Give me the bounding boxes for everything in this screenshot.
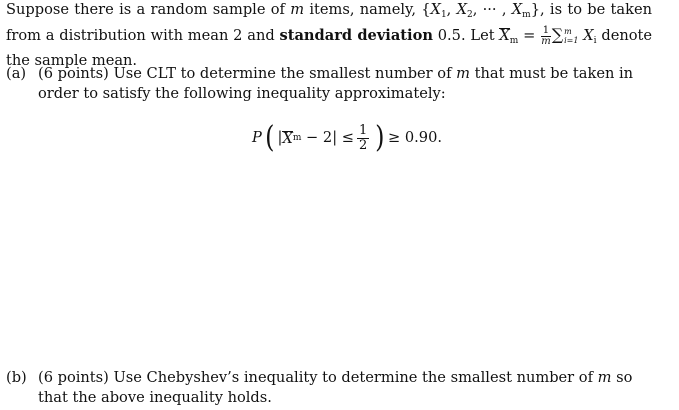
part-a-text-end: that must be taken in order to satisfy the following inequality approximately:	[38, 65, 634, 102]
variable-m: m	[597, 369, 612, 386]
summation-lower-limit: i=1	[564, 36, 579, 45]
fraction-one-half	[357, 124, 369, 153]
part-a	[6, 64, 650, 104]
variable-xi: X	[583, 27, 594, 44]
part-b-text-start: (6 points) Use Chebyshev’s inequality to determine the smallest number of	[38, 369, 593, 386]
variable-xm: X	[511, 1, 523, 18]
part-a-text-start: (6 points) Use CLT to determine the smallest number of	[38, 65, 452, 82]
intro-text-5: denote the sample mean.	[6, 27, 653, 69]
bold-term-standard-deviation: standard deviation	[279, 27, 433, 44]
subscript-m: m	[509, 36, 519, 46]
equals-sign: =	[523, 27, 536, 44]
part-b-label: (b)	[6, 369, 27, 386]
subscript-m: m	[522, 10, 531, 20]
fraction-numerator: 1	[542, 24, 550, 36]
variable-x1: X	[430, 1, 441, 18]
right-paren: )	[375, 120, 385, 155]
probability-symbol: P	[252, 129, 262, 146]
intro-text-3: is to be taken from a distribution with mean 2 and	[6, 1, 652, 44]
fraction-denominator: m	[541, 35, 551, 47]
subscript-m: m	[292, 133, 302, 143]
intro-text-2: items, namely,	[309, 1, 416, 18]
fraction-one-over-m	[541, 26, 550, 47]
comma: ,	[446, 1, 452, 18]
subscript-2: 2	[466, 10, 473, 20]
variable-m: m	[290, 1, 305, 18]
probability-inequality	[252, 118, 442, 158]
set-open-brace: {	[421, 1, 431, 18]
summation-symbol: ∑	[551, 25, 564, 44]
part-b	[6, 368, 650, 408]
summation-upper-limit: m	[564, 27, 572, 36]
fraction-denominator: 2	[359, 137, 368, 153]
abs-open: |	[277, 129, 283, 146]
subscript-i: i	[593, 36, 597, 46]
minus-two-abs-close: − 2|	[306, 129, 338, 146]
subscript-1: 1	[440, 10, 447, 20]
part-b-text-end: so that the above inequality holds.	[38, 369, 633, 406]
ellipsis: , ··· ,	[472, 1, 507, 18]
intro-text-4: 0.5. Let	[437, 27, 495, 44]
variable-xbar: X	[282, 129, 293, 147]
variable-xbar: X	[499, 27, 510, 44]
fraction-numerator: 1	[359, 122, 368, 138]
variable-m: m	[456, 65, 470, 82]
problem-statement	[6, 0, 652, 71]
set-close-brace: },	[530, 1, 545, 18]
geq-value: ≥ 0.90.	[388, 129, 442, 146]
summation-limits	[564, 27, 578, 45]
part-a-label: (a)	[6, 65, 27, 82]
left-paren: (	[265, 120, 275, 155]
variable-x2: X	[456, 1, 467, 18]
leq-symbol: ≤	[341, 129, 354, 146]
intro-text-1: Suppose there is a random sample of	[6, 1, 285, 18]
